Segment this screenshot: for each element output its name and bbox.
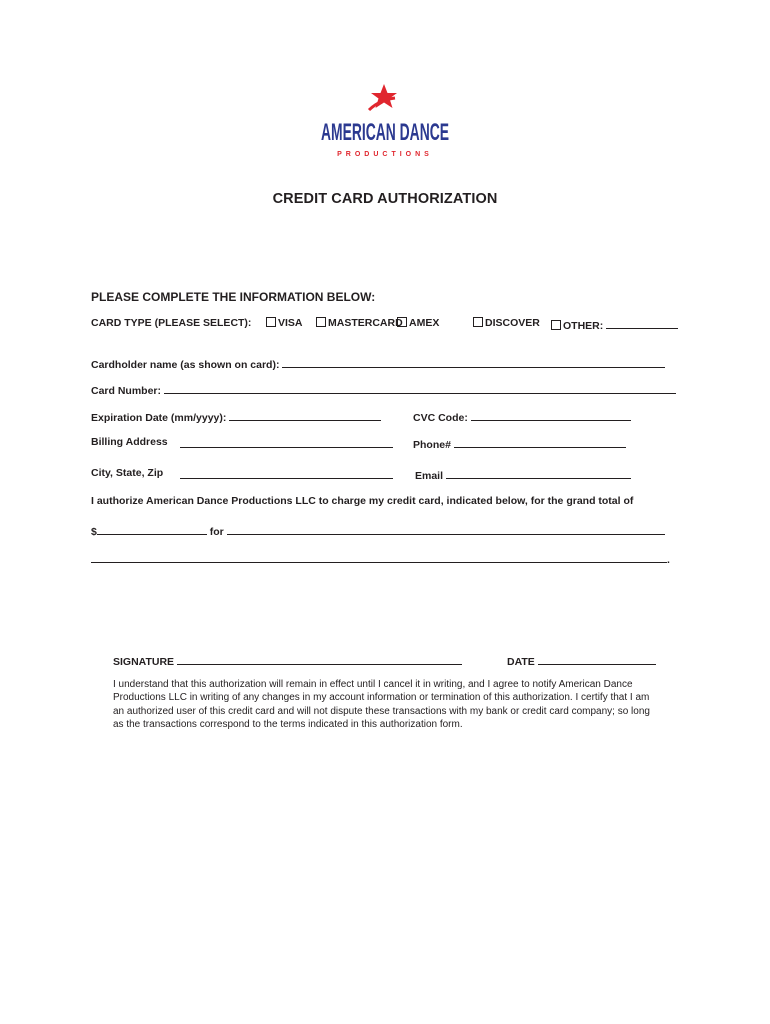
phone-field[interactable] <box>454 436 626 448</box>
signature-row <box>113 653 462 668</box>
email-row <box>415 467 631 482</box>
city-field[interactable] <box>180 467 393 479</box>
option-visa[interactable]: VISA <box>266 317 303 329</box>
logo-brand-line2: PRODUCTIONS <box>337 151 433 158</box>
cvc-label: CVC Code: <box>413 412 468 424</box>
option-amex[interactable]: AMEX <box>397 317 439 329</box>
email-label: Email <box>415 470 444 482</box>
other-field[interactable] <box>606 317 678 329</box>
authorize-text: I authorize American Dance Productions LLC to charge my credit card, indicated below, for the grand total of <box>91 495 634 507</box>
purpose-continuation-row <box>91 551 670 566</box>
checkbox-discover[interactable] <box>473 317 483 327</box>
billing-row <box>91 436 168 448</box>
card-number-row <box>91 382 676 397</box>
signature-field[interactable] <box>177 653 462 665</box>
cardholder-field[interactable] <box>282 356 665 368</box>
dollar-sign: $ <box>91 526 97 538</box>
company-logo <box>315 80 455 162</box>
checkbox-other[interactable] <box>551 320 561 330</box>
city-label: City, State, Zip <box>91 467 164 479</box>
option-other[interactable]: OTHER: <box>551 317 678 332</box>
period: . <box>667 554 670 566</box>
amount-row <box>91 523 665 538</box>
card-type-label: CARD TYPE (PLEASE SELECT): <box>91 317 252 329</box>
disclaimer-text: I understand that this authorization will remain in effect until I cancel it in writing, and I agree to notify American Dance Productions LLC in writing of any changes in my account information or termination of this authorization. I certify that I am an authorized user of this credit card and will not dispute these transactions with my bank or credit card company; so long as the transactions correspond to the terms indicated in this authorization form. <box>113 679 650 731</box>
billing-label: Billing Address <box>91 436 168 448</box>
phone-label: Phone# <box>413 439 451 451</box>
date-label: DATE <box>507 656 535 668</box>
purpose-continuation-field[interactable] <box>91 551 667 563</box>
section-heading: PLEASE COMPLETE THE INFORMATION BELOW: <box>91 290 376 304</box>
billing-field[interactable] <box>180 436 393 448</box>
date-field[interactable] <box>538 653 656 665</box>
for-label: for <box>209 526 224 538</box>
option-discover[interactable]: DISCOVER <box>473 317 540 329</box>
city-row <box>91 467 163 479</box>
amount-field[interactable] <box>97 523 207 535</box>
signature-label: SIGNATURE <box>113 656 175 668</box>
purpose-field[interactable] <box>227 523 665 535</box>
checkbox-visa[interactable] <box>266 317 276 327</box>
card-number-field[interactable] <box>164 382 676 394</box>
email-field[interactable] <box>446 467 631 479</box>
cardholder-label: Cardholder name (as shown on card): <box>91 359 280 371</box>
cardholder-row <box>91 356 665 371</box>
cvc-field[interactable] <box>471 409 631 421</box>
expiration-label: Expiration Date (mm/yyyy): <box>91 412 227 424</box>
option-mastercard[interactable]: MASTERCARD <box>316 317 403 329</box>
expiration-field[interactable] <box>229 409 381 421</box>
expiration-row <box>91 409 381 424</box>
checkbox-mastercard[interactable] <box>316 317 326 327</box>
phone-row <box>413 436 626 451</box>
checkbox-amex[interactable] <box>397 317 407 327</box>
date-row <box>507 653 656 668</box>
card-number-label: Card Number: <box>91 385 162 397</box>
logo-brand-line1: AMERICAN DANCE <box>321 119 449 146</box>
cvc-row <box>413 409 631 424</box>
form-title: CREDIT CARD AUTHORIZATION <box>272 191 498 207</box>
